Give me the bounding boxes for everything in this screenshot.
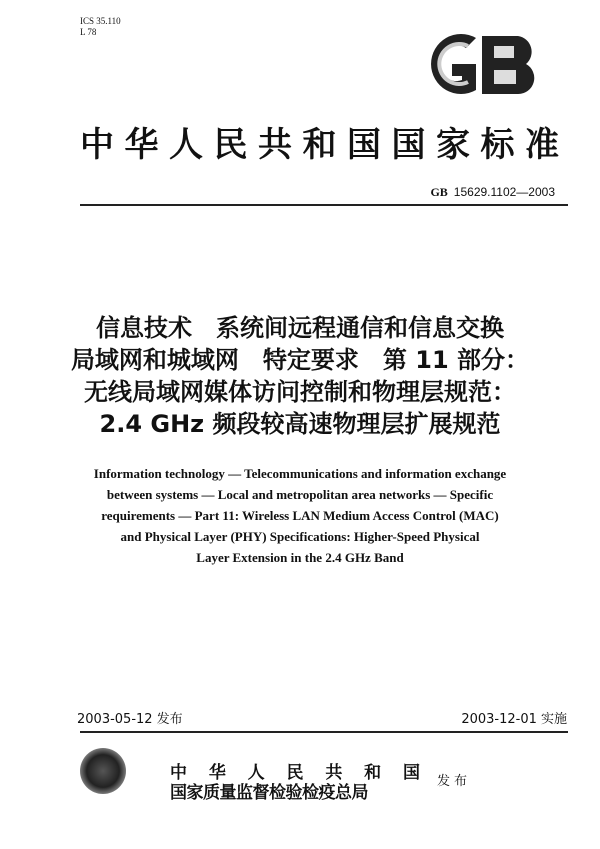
publish-date: 2003-05-12 发布 [77, 712, 183, 727]
chinese-title [0, 312, 600, 440]
footer-divider [80, 731, 568, 733]
standard-number [430, 185, 555, 200]
header-divider [80, 204, 568, 206]
title-en-line: between systems — Local and metropolitan area networks — Specific [106, 487, 494, 502]
effective-date: 2003-12-01 实施 [461, 712, 567, 727]
gb-logo [418, 28, 540, 100]
gb-prefix: GB [430, 185, 448, 199]
title-cn-line: 2.4 GHz 频段较高速物理层扩展规范 [99, 410, 501, 438]
title-en-line: Layer Extension in the 2.4 GHz Band [196, 550, 404, 565]
issuer-char: 国 [402, 763, 420, 783]
classification-codes [80, 16, 121, 38]
issuer-char: 共 [325, 763, 343, 783]
issuer-char: 人 [247, 763, 265, 783]
issuer-char: 华 [208, 763, 226, 783]
english-title [60, 463, 540, 568]
title-en-line: requirements — Part 11: Wireless LAN Medium Access Control (MAC) [101, 508, 499, 523]
title-cn-line: 信息技术 系统间远程通信和信息交换 [96, 314, 504, 342]
issuer-char: 民 [286, 763, 304, 783]
national-standard-heading: 中华人民共和国国家标准 [80, 125, 570, 165]
official-seal-icon [80, 748, 126, 794]
ccs-code: L 78 [80, 27, 97, 37]
title-cn-line: 局域网和城域网 特定要求 第 11 部分： [70, 346, 530, 374]
title-en-line: Information technology — Telecommunications and information exchange [93, 466, 507, 481]
issuer-char: 中 [170, 763, 187, 783]
title-en-line: and Physical Layer (PHY) Specifications: Higher-Speed Physical [120, 529, 480, 544]
issue-label: 发布 [437, 774, 472, 789]
gb-number: 15629.1102—2003 [453, 185, 555, 199]
issuer-agency: 国家质量监督检验检疫总局 [170, 783, 368, 803]
issuer-char: 和 [364, 763, 382, 783]
ics-code: ICS 35.110 [80, 16, 121, 26]
title-cn-line: 无线局域网媒体访问控制和物理层规范： [84, 378, 516, 406]
